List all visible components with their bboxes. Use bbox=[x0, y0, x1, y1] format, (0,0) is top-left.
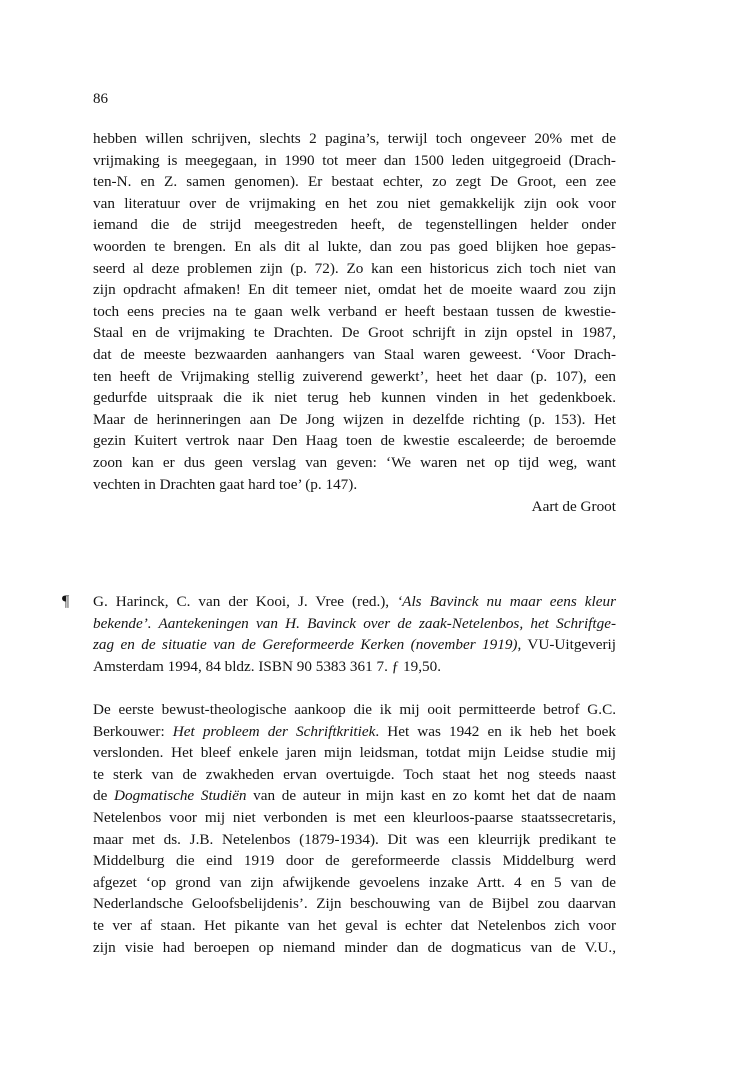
text-line bbox=[93, 721, 616, 743]
heading-title: zag en de situatie van de Gereformeerde Kerken (november 1919) bbox=[93, 636, 518, 654]
text-line bbox=[93, 785, 616, 807]
text-line: vechten in Drachten gaat hard toe’ (p. 147). bbox=[93, 475, 358, 493]
text-line: Nederlandsche Geloofsbelijdenis’. Zijn beschouwing van de Bijbel zou daarvan bbox=[93, 895, 616, 913]
text-line: dat de meeste bezwaarden aanhangers van Staal waren geweest. ‘Voor Drach- bbox=[93, 345, 616, 363]
heading-line bbox=[93, 634, 616, 656]
text-line: gedurfde uitspraak die ik niet terug heb kunnen vinden in het gedenkboek. bbox=[93, 389, 616, 407]
text-line: Staal en de vrijmaking te Drachten. De Groot schrijft in zijn opstel in 1987, bbox=[93, 324, 616, 342]
heading-title: bekende’. Aantekeningen van H. Bavinck over de zaak-Netelenbos, het Schriftge- bbox=[93, 614, 616, 632]
text-line: seerd al deze problemen zijn (p. 72). Zo kan een historicus zich toch niet van bbox=[93, 259, 616, 277]
heading-publisher: , VU-Uitgeverij bbox=[517, 636, 616, 654]
text-run: de bbox=[93, 787, 115, 805]
text-line: ten heeft de Vrijmaking stellig zuiverend gewerkt’, heet het daar (p. 107), een bbox=[93, 367, 616, 385]
heading-title: ‘Als Bavinck nu maar eens kleur bbox=[397, 593, 616, 610]
text-line: zoon kan er dus geen verslag van geven: ‘We waren net op tijd weg, want bbox=[93, 453, 616, 471]
review-body-text bbox=[93, 699, 616, 958]
page-number: 86 bbox=[93, 91, 108, 107]
pilcrow-mark: ¶ bbox=[62, 593, 70, 610]
text-line: woorden te brengen. En als dit al lukte, dan zou pas goed blijken hoe gepas- bbox=[93, 237, 616, 255]
text-line: van literatuur over de vrijmaking en het zou niet gemakkelijk zijn ook voor bbox=[93, 194, 616, 212]
heading-authors: G. Harinck, C. van der Kooi, J. Vree (red.), bbox=[93, 593, 398, 610]
text-line: vrijmaking is meegegaan, in 1990 tot meer dan 1500 leden uitgegroeid (Drach- bbox=[93, 151, 616, 169]
text-line: ten-N. en Z. samen genomen). Er bestaat echter, zo zegt De Groot, een zee bbox=[93, 173, 616, 191]
heading-line bbox=[93, 591, 616, 613]
review-signature: Aart de Groot bbox=[531, 498, 616, 515]
heading-line: Amsterdam 1994, 84 bldz. ISBN 90 5383 361 7. ƒ 19,50. bbox=[93, 657, 442, 675]
review-continuation-text bbox=[93, 128, 616, 495]
text-line: Netelenbos voor mij niet verbonden is met een kleurloos-paarse staatssecretaris, bbox=[93, 808, 616, 826]
text-line: verslonden. Het bleef enkele jaren mijn leidsman, totdat mijn Leidse studie mij bbox=[93, 744, 616, 762]
text-line: iemand die de strijd meegestreden heeft, de tegenstellingen helder onder bbox=[93, 216, 616, 234]
review-bibliographic-heading bbox=[93, 591, 616, 677]
book-title: Het probleem der Schriftkritiek bbox=[172, 722, 376, 740]
book-title: Dogmatische Studiën bbox=[114, 787, 247, 805]
text-line: zijn opdracht afmaken! En dit temeer niet, omdat het de moeite waard zou zijn bbox=[93, 281, 616, 299]
text-run: van de auteur in mijn kast en zo komt het dat de naam bbox=[246, 787, 616, 805]
text-line: afgezet ‘op grond van zijn afwijkende gevoelens inzake Artt. 4 en 5 van de bbox=[93, 873, 616, 891]
heading-line bbox=[93, 613, 616, 635]
text-line: te sterk van de zwakheden ervan overtuigde. Toch staat het nog steeds naast bbox=[93, 765, 616, 783]
text-line: Maar de herinneringen aan De Jong wijzen in dezelfde richting (p. 153). Het bbox=[93, 410, 616, 428]
text-line: zijn visie had beroepen op niemand minder dan de dogmaticus van de V.U., bbox=[93, 938, 616, 956]
text-line: De eerste bewust-theologische aankoop die ik mij ooit permitteerde betrof G.C. bbox=[93, 701, 616, 718]
text-line: gezin Kuitert vertrok naar Den Haag toen de kwestie escaleerde; de beroemde bbox=[93, 432, 616, 450]
text-line: te ver af staan. Het pikante van het geval is echter dat Netelenbos zich voor bbox=[93, 916, 616, 934]
text-line: toch eens precies na te gaan welk verband er heeft bestaan tussen de kwestie- bbox=[93, 302, 616, 320]
text-line: hebben willen schrijven, slechts 2 pagina’s, terwijl toch ongeveer 20% met de bbox=[93, 130, 616, 147]
text-line: maar met ds. J.B. Netelenbos (1879-1934). Dit was een kleurrijk predikant te bbox=[93, 830, 616, 848]
text-run: Berkouwer: bbox=[93, 722, 173, 740]
text-line: Middelburg die eind 1919 door de gereformeerde classis Middelburg werd bbox=[93, 852, 616, 870]
text-run: . Het was 1942 en ik heb het boek bbox=[375, 722, 617, 740]
